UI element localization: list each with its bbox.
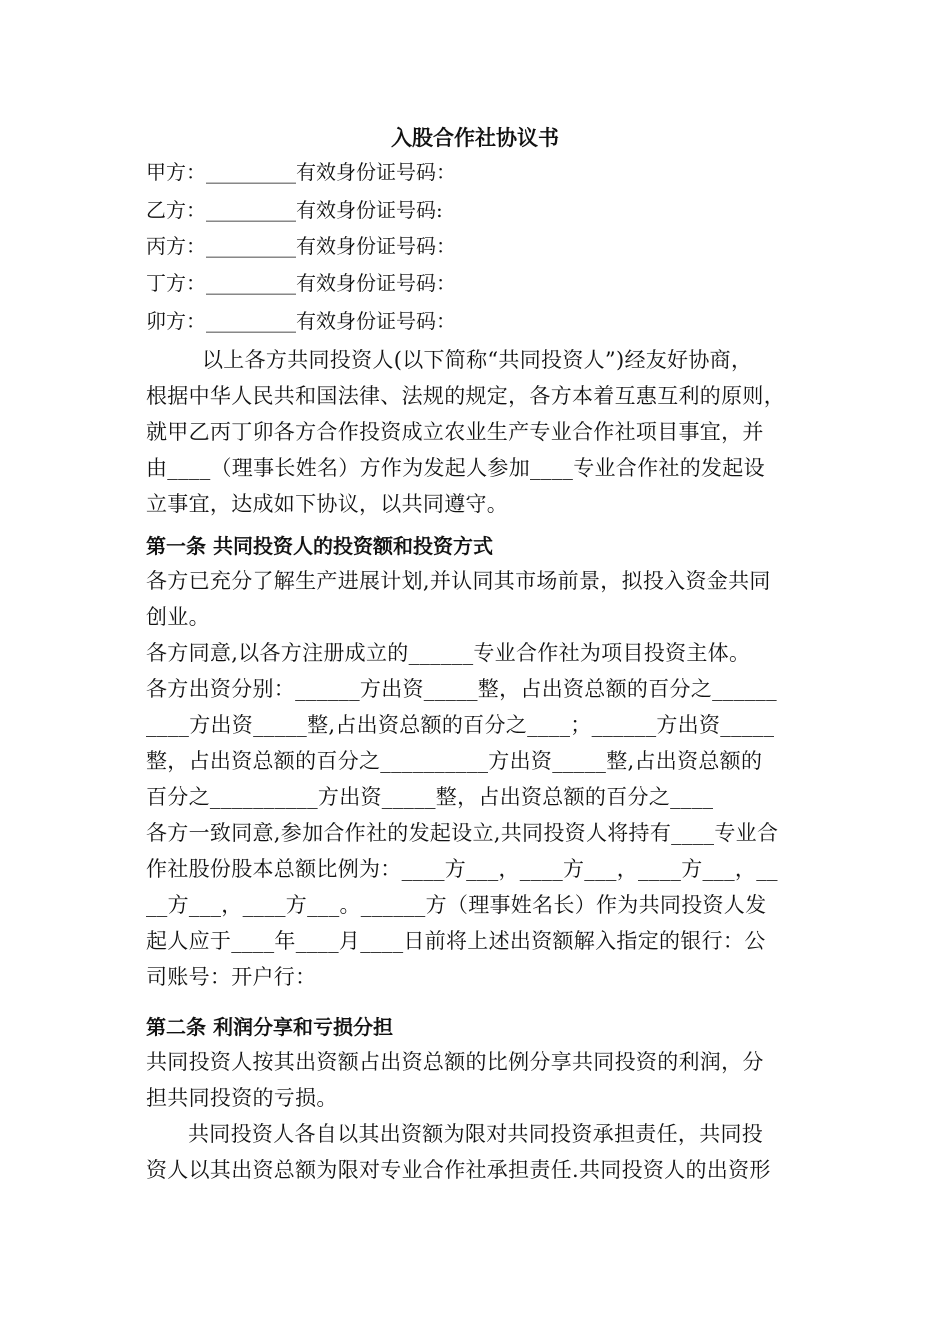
party-bing-line: 丙方：_________有效身份证号码： — [146, 234, 456, 258]
article-2-line: 担共同投资的亏损。 — [146, 1086, 338, 1110]
intro-line: 根据中华人民共和国法律、法规的规定，各方本着互惠互利的原则， — [146, 384, 785, 408]
article-1-heading: 第一条 共同投资人的投资额和投资方式 — [146, 534, 493, 558]
article-1-line: 作社股份股本总额比例为：____方___，____方___，____方___，__ — [146, 857, 778, 881]
article-2-body — [146, 1044, 818, 1188]
intro-line: 由____（理事长姓名）方作为发起人参加____专业合作社的发起设 — [146, 456, 765, 480]
article-1-line: 创业。 — [146, 605, 210, 629]
article-1-line: 司账号：开户行： — [146, 965, 317, 989]
party-jia-line: 甲方：_________有效身份证号码： — [146, 160, 456, 184]
article-1-line: 各方同意,以各方注册成立的______专业合作社为项目投资主体。 — [146, 641, 751, 665]
article-1-body — [146, 563, 818, 995]
article-1-line: 各方已充分了解生产进展计划,并认同其市场前景，拟投入资金共同 — [146, 569, 771, 593]
article-1-line: ____方出资_____整,占出资总额的百分之____；______方出资_____ — [146, 713, 775, 737]
article-2-line: 共同投资人各自以其出资额为限对共同投资承担责任，共同投 — [188, 1122, 764, 1146]
article-1-line: 整，占出资总额的百分之__________方出资_____整,占出资总额的 — [146, 749, 763, 773]
party-mao-line: 卯方：_________有效身份证号码： — [146, 309, 456, 333]
article-1-line: 各方一致同意,参加合作社的发起设立,共同投资人将持有____专业合 — [146, 821, 779, 845]
intro-line: 立事宜，达成如下协议，以共同遵守。 — [146, 492, 509, 516]
intro-paragraph — [146, 342, 818, 522]
article-2-line: 资人以其出资总额为限对专业合作社承担责任.共同投资人的出资形 — [146, 1158, 771, 1182]
article-1-line: 起人应于____年____月____日前将上述出资额解入指定的银行：公 — [146, 929, 766, 953]
article-1-line: 百分之__________方出资_____整，占出资总额的百分之____ — [146, 785, 714, 809]
article-2-heading: 第二条 利润分享和亏损分担 — [146, 1015, 393, 1039]
article-1-line: __方___，____方___。______方（理事姓名长）作为共同投资人发 — [146, 893, 767, 917]
intro-line: 以上各方共同投资人(以下简称“共同投资人”)经友好协商， — [202, 348, 753, 372]
intro-line: 就甲乙丙丁卯各方合作投资成立农业生产专业合作社项目事宜，并 — [146, 420, 764, 444]
article-1-line: 各方出资分别：______方出资_____整，占出资总额的百分之______ — [146, 677, 777, 701]
document-title: 入股合作社协议书 — [391, 125, 559, 150]
party-ding-line: 丁方：_________有效身份证号码： — [146, 271, 456, 295]
party-yi-line: 乙方：_________有效身份证号码: — [146, 198, 443, 222]
article-2-line: 共同投资人按其出资额占出资总额的比例分享共同投资的利润，分 — [146, 1050, 764, 1074]
